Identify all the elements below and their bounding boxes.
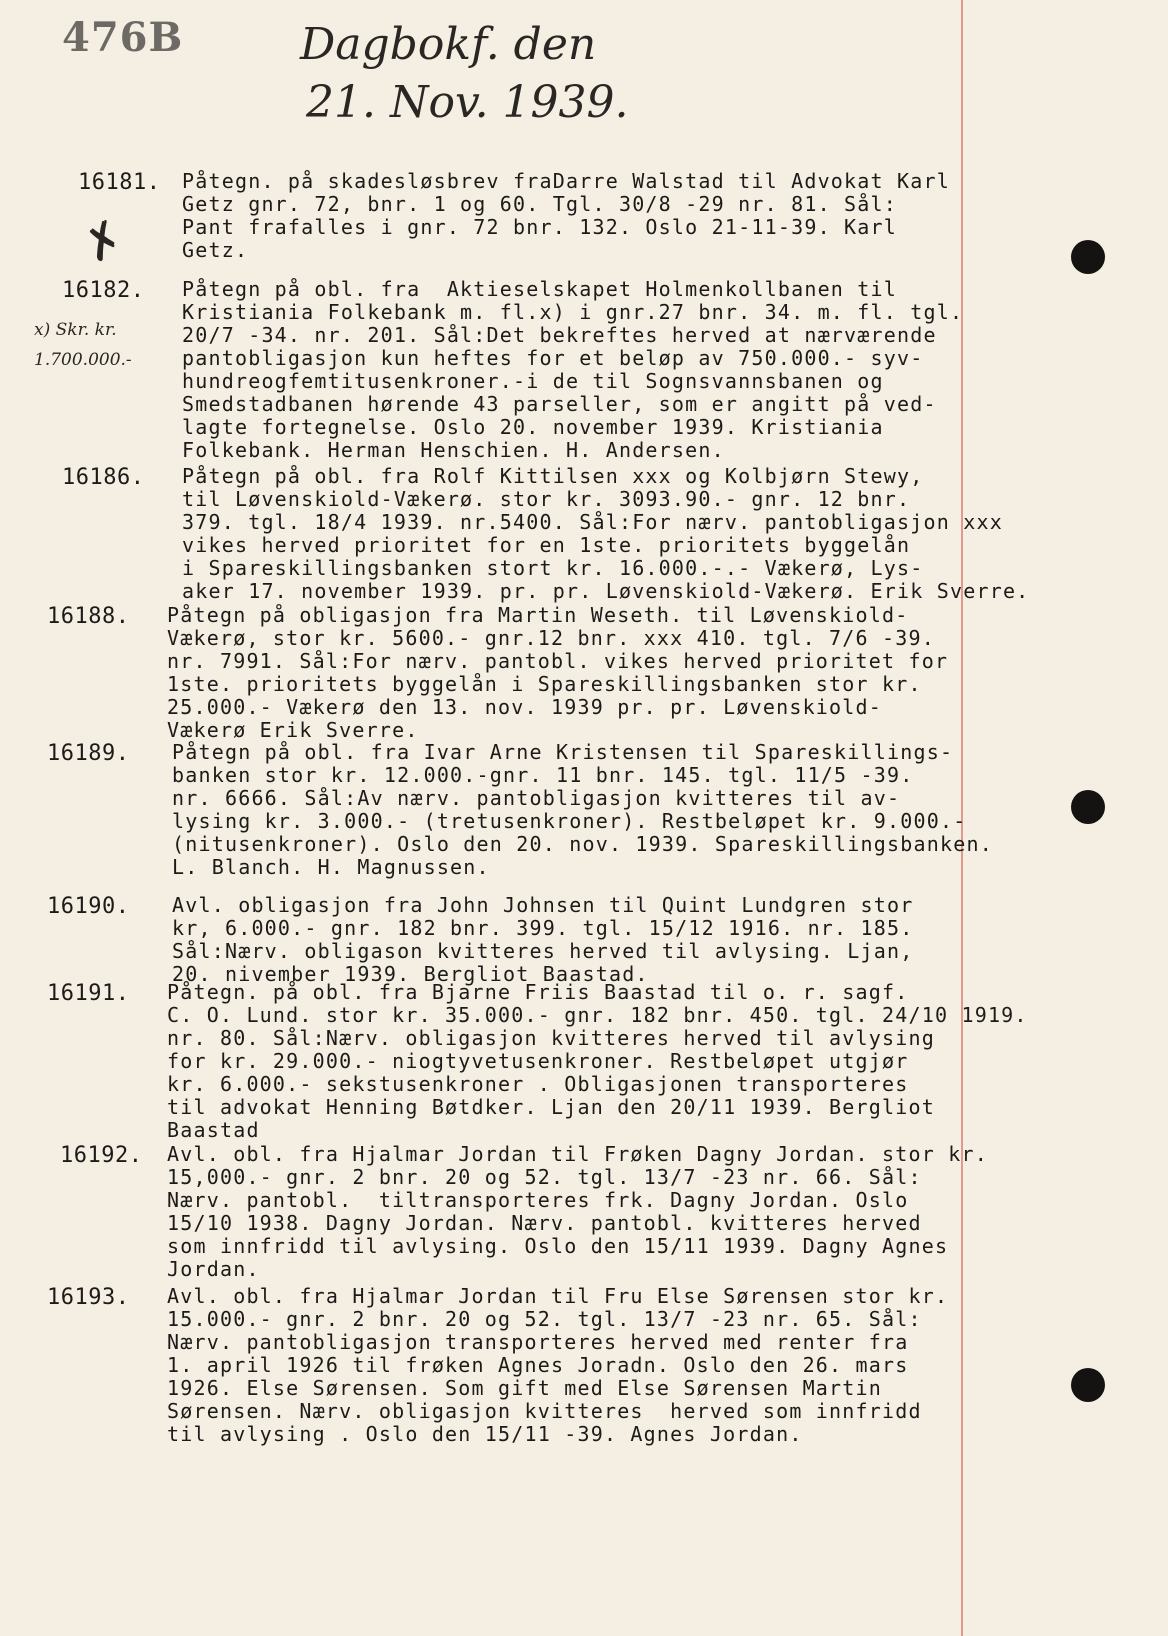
entry-text-line: lysing kr. 3.000.- (tretusenkroner). Restbeløpet kr. 9.000.- xyxy=(172,809,967,833)
margin-note: x) Skr. kr. xyxy=(34,320,117,340)
entry-text-line: Påtegn på obl. fra Rolf Kittilsen xxx og Kolbjørn Stewy, xyxy=(182,464,924,488)
entry-text-line: for kr. 29.000.- niogtyvetusenkroner. Restbeløpet utgjør xyxy=(167,1049,909,1073)
entry-text-line: Kristiania Folkebank m. fl.x) i gnr.27 bnr. 34. m. fl. tgl. xyxy=(182,300,964,324)
entry-text-line: 1ste. prioritets byggelån i Spareskillingsbanken stor kr. xyxy=(167,672,922,696)
entry-text-line: Nærv. pantobligasjon transporteres herved med renter fra xyxy=(167,1330,909,1354)
entry-text-line: Nærv. pantobl. tiltransporteres frk. Dagny Jordan. Oslo xyxy=(167,1188,909,1212)
entry-text-line: nr. 6666. Sål:Av nærv. pantobligasjon kvitteres til av- xyxy=(172,786,901,810)
entry-text-line: (nitusenkroner). Oslo den 20. nov. 1939. Spareskillingsbanken. xyxy=(172,832,993,856)
entry-text-line: Påtegn på obligasjon fra Martin Weseth. til Løvenskiold- xyxy=(167,603,909,627)
entry-text-line: banken stor kr. 12.000.-gnr. 11 bnr. 145. tgl. 11/5 -39. xyxy=(172,763,914,787)
entry-text-line: Sål:Nærv. obligason kvitteres herved til avlysing. Ljan, xyxy=(172,939,914,963)
entry-text-line: nr. 80. Sål:Nærv. obligasjon kvitteres herved til avlysing xyxy=(167,1026,935,1050)
entry-text xyxy=(182,465,1029,603)
entry-text-line: pantobligasjon kun heftes for et beløp av 750.000.- syv- xyxy=(182,346,924,370)
punch-hole-middle xyxy=(1071,790,1105,824)
entry-text-line: Folkebank. Herman Henschien. H. Andersen. xyxy=(182,438,725,462)
entry-text-line: hundreogfemtitusenkroner.-i de til Sognsvannsbanen og xyxy=(182,369,884,393)
entry-text-line: til advokat Henning Bøtdker. Ljan den 20/11 1939. Bergliot xyxy=(167,1095,935,1119)
punch-hole-top xyxy=(1071,240,1105,274)
entry-text-line: 1926. Else Sørensen. Som gift med Else Sørensen Martin xyxy=(167,1376,883,1400)
entry-number: 16182. xyxy=(62,278,145,303)
entry-text-line: lagte fortegnelse. Oslo 20. november 1939. Kristiania xyxy=(182,415,884,439)
entry-text xyxy=(172,741,993,879)
entry-text-line: Påtegn. på skadesløsbrev fraDarre Walstad til Advokat Karl xyxy=(182,169,950,193)
entry-text-line: Vækerø, stor kr. 5600.- gnr.12 bnr. xxx 410. tgl. 7/6 -39. xyxy=(167,626,935,650)
entry-number: 16186. xyxy=(62,465,145,490)
entry-text xyxy=(172,894,914,986)
entry-text-line: Påtegn. på obl. fra Bjarne Friis Baastad til o. r. sagf. xyxy=(167,980,909,1004)
entry-text-line: til Løvenskiold-Vækerø. stor kr. 3093.90.- gnr. 12 bnr. xyxy=(182,487,911,511)
entry-text-line: 20/7 -34. nr. 201. Sål:Det bekreftes herved at nærværende xyxy=(182,323,937,347)
entry-text-line: aker 17. november 1939. pr. pr. Løvenskiold-Vækerø. Erik Sverre. xyxy=(182,579,1030,603)
margin-note: 1.700.000.- xyxy=(34,350,132,370)
entry-number: 16181. xyxy=(78,170,161,195)
entry-text xyxy=(182,278,963,462)
entry-text-line: Sørensen. Nærv. obligasjon kvitteres herved som innfridd xyxy=(167,1399,922,1423)
folio-number: 476B xyxy=(62,14,184,61)
entry-text-line: Avl. obligasjon fra John Johnsen til Quint Lundgren stor xyxy=(172,893,914,917)
entry-text-line: Smedstadbanen hørende 43 parseller, som er angitt på ved- xyxy=(182,392,937,416)
entry-text-line: 15/10 1938. Dagny Jordan. Nærv. pantobl. kvitteres herved xyxy=(167,1211,922,1235)
entry-text-line: Påtegn på obl. fra Ivar Arne Kristensen til Spareskillings- xyxy=(172,740,954,764)
entry-text-line: til avlysing . Oslo den 15/11 -39. Agnes Jordan. xyxy=(167,1422,803,1446)
entry-text-line: som innfridd til avlysing. Oslo den 15/11 1939. Dagny Agnes xyxy=(167,1234,949,1258)
entry-text xyxy=(167,604,948,742)
entry-text-line: nr. 7991. Sål:For nærv. pantobl. vikes herved prioritet for xyxy=(167,649,949,673)
entry-text xyxy=(167,1143,988,1281)
entry-number: 16190. xyxy=(47,894,130,919)
entry-number: 16189. xyxy=(47,741,130,766)
entry-text-line: kr, 6.000.- gnr. 182 bnr. 399. tgl. 15/12 1916. nr. 185. xyxy=(172,916,914,940)
entry-text-line: i Spareskillingsbanken stort kr. 16.000.-.- Vækerø, Lys- xyxy=(182,556,924,580)
entry-text-line: Baastad xyxy=(167,1118,260,1142)
entry-text-line: Jordan. xyxy=(167,1257,260,1281)
entry-text-line: Påtegn på obl. fra Aktieselskapet Holmenkollbanen til xyxy=(182,277,898,301)
entry-text-line: 25.000.- Vækerø den 13. nov. 1939 pr. pr. Løvenskiold- xyxy=(167,695,883,719)
entry-text-line: Avl. obl. fra Hjalmar Jordan til Fru Else Sørensen stor kr. xyxy=(167,1284,949,1308)
entry-text-line: kr. 6.000.- sekstusenkroner . Obligasjonen transporteres xyxy=(167,1072,909,1096)
punch-hole-bottom xyxy=(1071,1368,1105,1402)
entry-number: 16192. xyxy=(60,1143,143,1168)
entry-text-line: 20. nivember 1939. Bergliot Baastad. xyxy=(172,962,649,986)
entry-text-line: vikes herved prioritet for en 1ste. prioritets byggelån xyxy=(182,533,911,557)
entry-text xyxy=(167,981,1028,1142)
entry-text-line: Vækerø Erik Sverre. xyxy=(167,718,419,742)
entry-text-line: 15.000.- gnr. 2 bnr. 20 og 52. tgl. 13/7 -23 nr. 65. Sål: xyxy=(167,1307,922,1331)
entry-number: 16191. xyxy=(47,981,130,1006)
entry-text-line: Getz gnr. 72, bnr. 1 og 60. Tgl. 30/8 -29 nr. 81. Sål: xyxy=(182,192,898,216)
entry-text-line: L. Blanch. H. Magnussen. xyxy=(172,855,490,879)
entry-text-line: Pant frafalles i gnr. 72 bnr. 132. Oslo 21-11-39. Karl xyxy=(182,215,898,239)
header-line-1: Dagbokf. den xyxy=(300,19,597,70)
entry-text-line: C. O. Lund. stor kr. 35.000.- gnr. 182 bnr. 450. tgl. 24/10 1919. xyxy=(167,1003,1028,1027)
entry-text-line: 15,000.- gnr. 2 bnr. 20 og 52. tgl. 13/7 -23 nr. 66. Sål: xyxy=(167,1165,922,1189)
entry-text-line: 1. april 1926 til frøken Agnes Joradn. Oslo den 26. mars xyxy=(167,1353,909,1377)
handwritten-header xyxy=(300,16,629,132)
entry-number: 16193. xyxy=(47,1285,130,1310)
entry-text-line: Getz. xyxy=(182,238,249,262)
entry-text-line: Avl. obl. fra Hjalmar Jordan til Frøken Dagny Jordan. stor kr. xyxy=(167,1142,988,1166)
entry-text-line: 379. tgl. 18/4 1939. nr.5400. Sål:For nærv. pantobligasjon xxx xyxy=(182,510,1003,534)
entry-text xyxy=(182,170,950,262)
entry-text xyxy=(167,1285,948,1446)
cross-mark-icon: ✗ xyxy=(73,207,134,275)
header-line-2: 21. Nov. 1939. xyxy=(306,77,629,128)
entry-number: 16188. xyxy=(47,604,130,629)
